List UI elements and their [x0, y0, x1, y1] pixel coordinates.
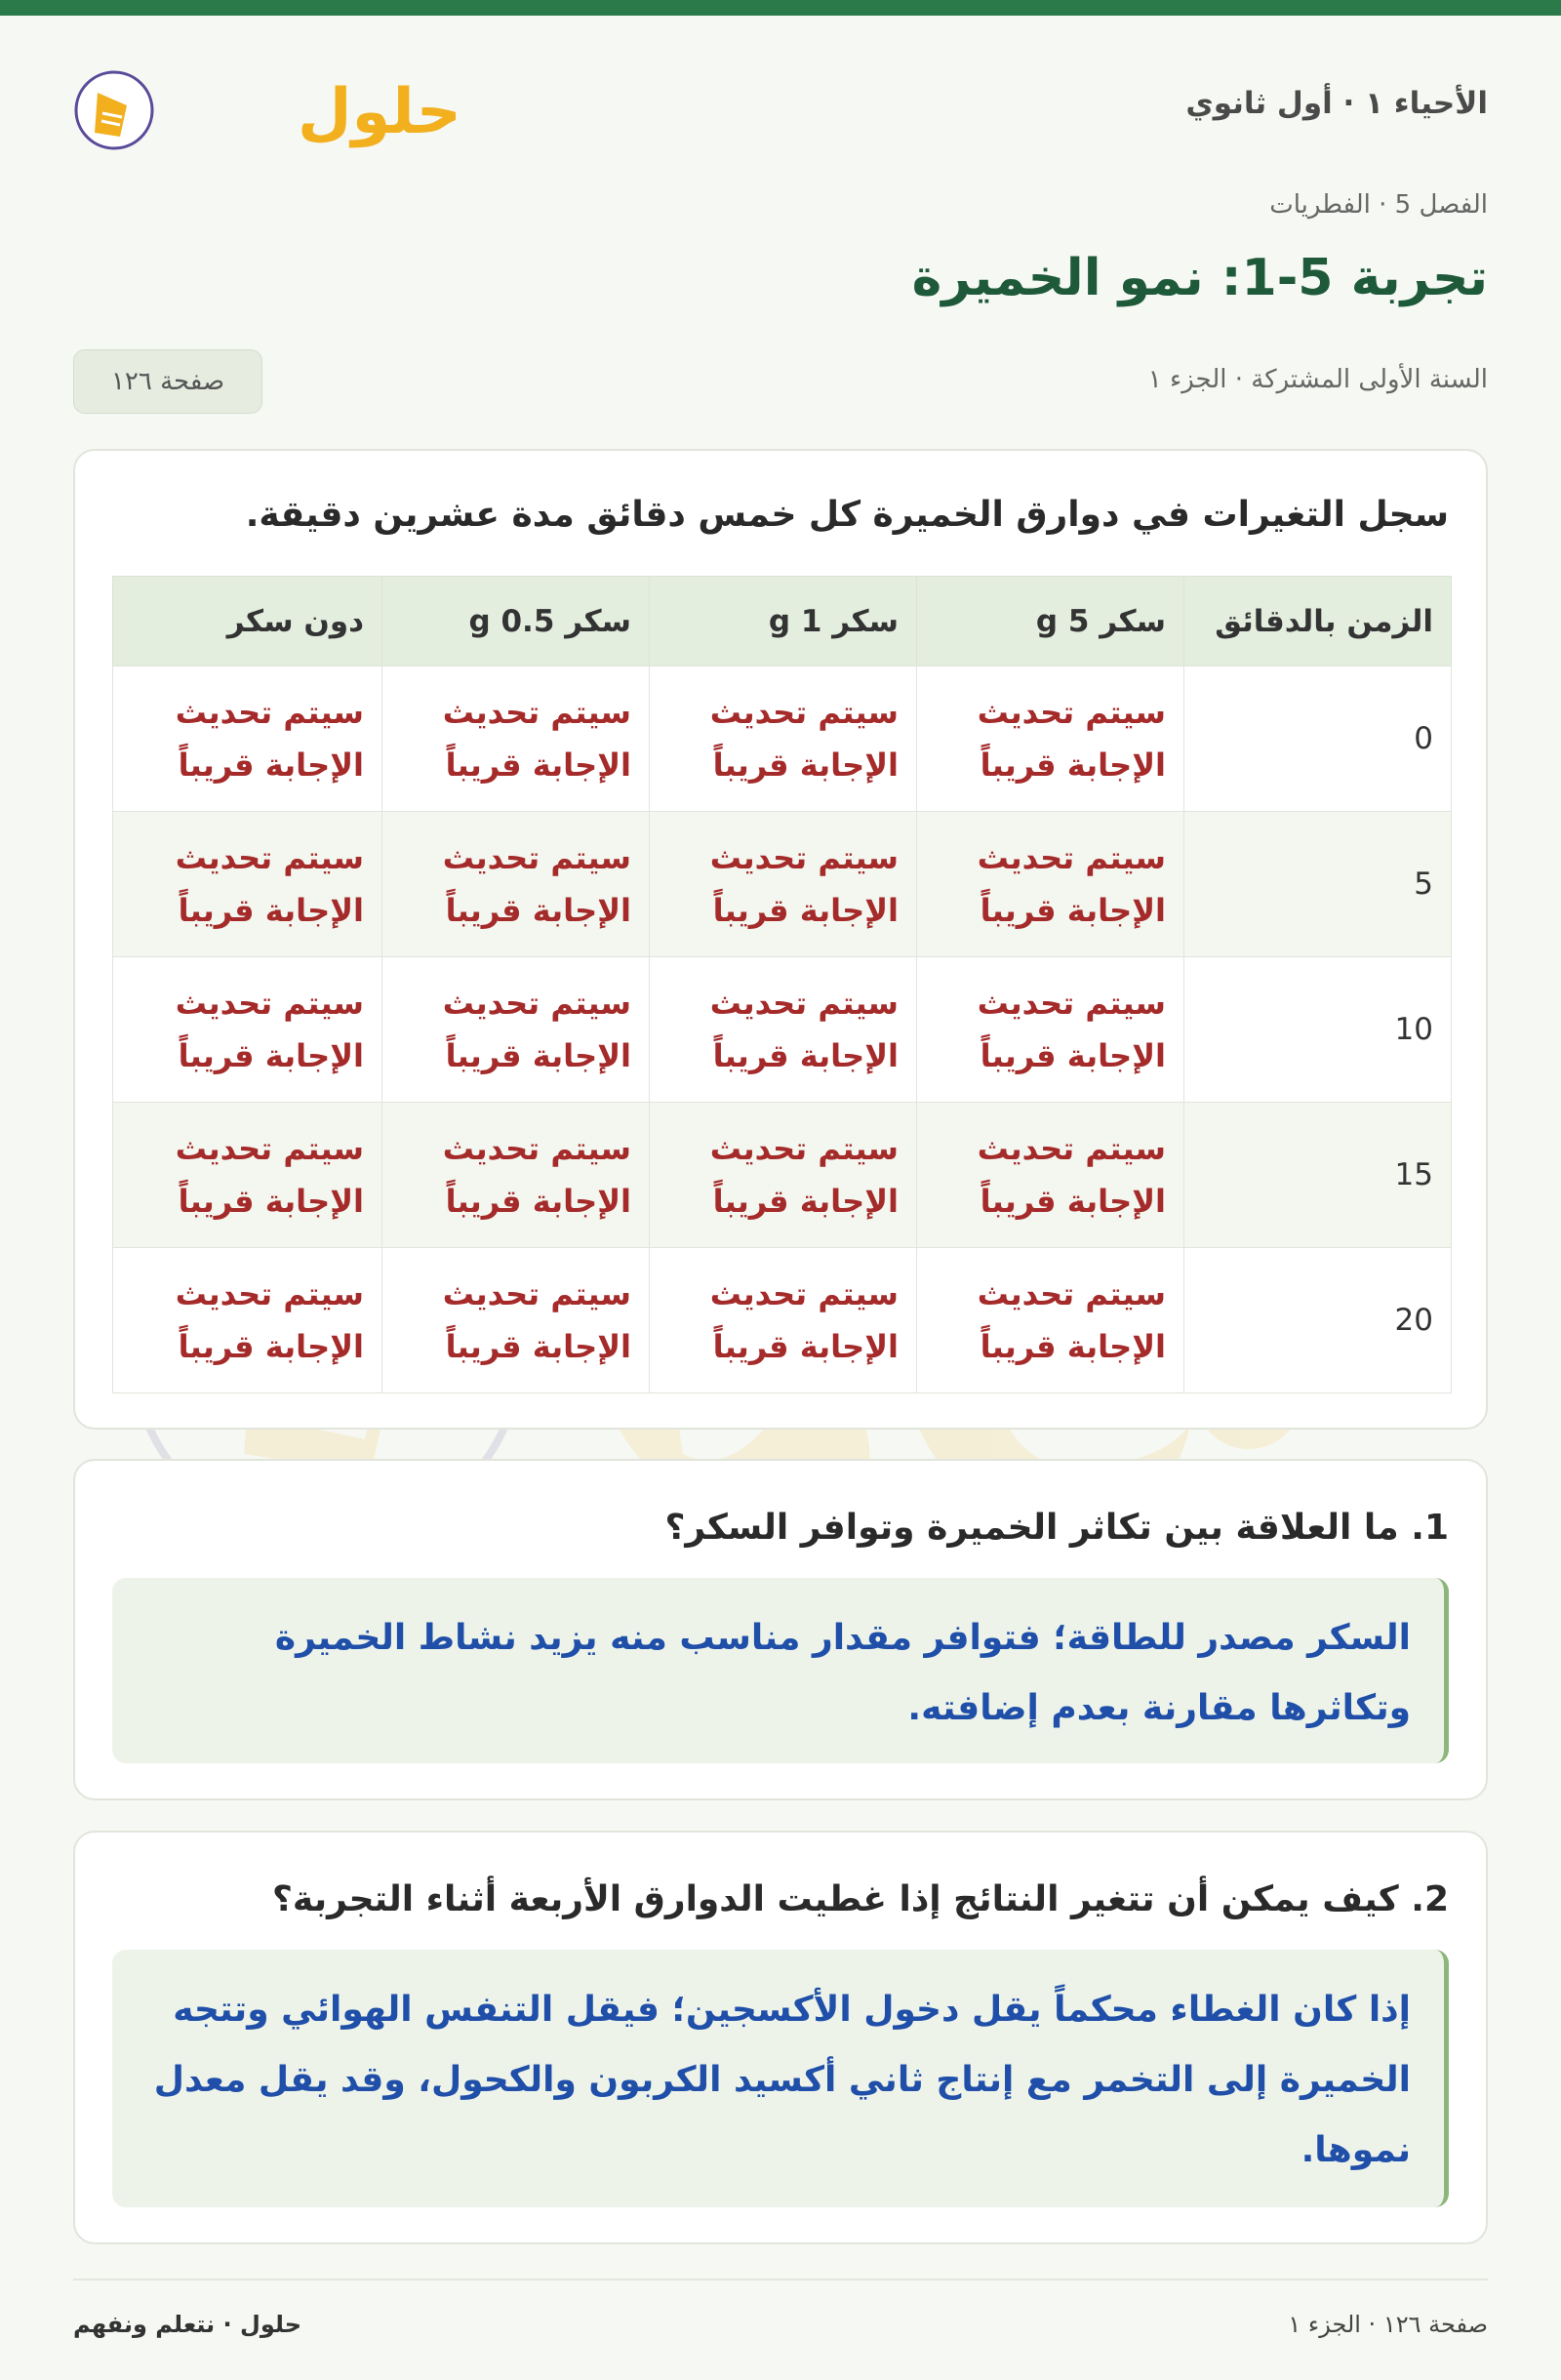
pending-line-2: الإجابة قريباً [445, 892, 631, 929]
subject-title: الأحياء ١ · أول ثانوي [1185, 86, 1488, 121]
table-row [113, 666, 1452, 812]
pending-answer-cell [113, 1248, 382, 1393]
time-cell: 10 [1184, 957, 1452, 1103]
column-header-sugar-1g: سكر 1 g [650, 577, 917, 666]
pending-line-2: الإجابة قريباً [445, 1328, 631, 1365]
pending-answer-cell [382, 1248, 650, 1393]
pending-line-2: الإجابة قريباً [445, 1037, 631, 1074]
pending-line-1: سيتم تحديث [442, 839, 631, 876]
pending-line-1: سيتم تحديث [709, 1275, 899, 1312]
time-cell: 5 [1184, 812, 1452, 957]
pending-line-2: الإجابة قريباً [178, 1037, 364, 1074]
book-meta: السنة الأولى المشتركة · الجزء ١ [1147, 365, 1488, 394]
pending-line-2: الإجابة قريباً [445, 746, 631, 784]
pending-answer-cell [650, 812, 917, 957]
table-row [113, 1248, 1452, 1393]
logo-text: حلول [298, 76, 461, 148]
pending-line-1: سيتم تحديث [442, 694, 631, 731]
pending-line-1: سيتم تحديث [442, 1275, 631, 1312]
pending-line-1: سيتم تحديث [442, 1130, 631, 1167]
question-text: 1. ما العلاقة بين تكاثر الخميرة وتوافر السكر؟ [664, 1508, 1449, 1548]
pending-line-1: سيتم تحديث [709, 1130, 899, 1167]
answer-box: السكر مصدر للطاقة؛ فتوافر مقدار مناسب منه يزيد نشاط الخميرة وتكاثرها مقارنة بعدم إضافته. [112, 1578, 1449, 1763]
page-header [73, 59, 1488, 156]
column-header-time: الزمن بالدقائق [1184, 577, 1452, 666]
page-number-badge: صفحة ١٢٦ [73, 349, 262, 414]
pending-answer-cell [113, 666, 382, 812]
pending-answer-cell [382, 957, 650, 1103]
pending-line-1: سيتم تحديث [977, 1275, 1166, 1312]
pending-answer-cell [917, 812, 1184, 957]
pending-line-2: الإجابة قريباً [712, 1037, 899, 1074]
pending-line-1: سيتم تحديث [977, 839, 1166, 876]
pending-line-1: سيتم تحديث [175, 839, 364, 876]
pending-answer-cell [113, 957, 382, 1103]
pending-line-2: الإجابة قريباً [980, 746, 1166, 784]
question-text: 2. كيف يمكن أن تتغير النتائج إذا غطيت الدوارق الأربعة أثناء التجربة؟ [271, 1879, 1449, 1919]
pending-line-1: سيتم تحديث [709, 694, 899, 731]
pending-line-2: الإجابة قريباً [178, 1328, 364, 1365]
pending-line-2: الإجابة قريباً [980, 892, 1166, 929]
observation-table-card [73, 449, 1488, 1430]
hulul-logo-icon[interactable] [73, 59, 461, 156]
top-accent-bar [0, 0, 1561, 16]
pending-answer-cell [650, 1248, 917, 1393]
pending-line-2: الإجابة قريباً [980, 1183, 1166, 1220]
pending-line-1: سيتم تحديث [442, 985, 631, 1022]
pending-line-2: الإجابة قريباً [178, 1183, 364, 1220]
table-row [113, 812, 1452, 957]
pending-line-2: الإجابة قريباً [712, 1183, 899, 1220]
pending-line-1: سيتم تحديث [175, 985, 364, 1022]
question-card-1 [73, 1459, 1488, 1800]
pending-answer-cell [113, 812, 382, 957]
pending-line-1: سيتم تحديث [175, 694, 364, 731]
pending-line-2: الإجابة قريباً [445, 1183, 631, 1220]
pending-line-2: الإجابة قريباً [712, 892, 899, 929]
pending-answer-cell [113, 1103, 382, 1248]
pending-line-2: الإجابة قريباً [980, 1037, 1166, 1074]
pending-answer-cell [650, 1103, 917, 1248]
pending-line-1: سيتم تحديث [709, 839, 899, 876]
pending-answer-cell [650, 666, 917, 812]
pending-line-1: سيتم تحديث [175, 1275, 364, 1312]
pending-answer-cell [382, 1103, 650, 1248]
pending-answer-cell [917, 957, 1184, 1103]
time-cell: 0 [1184, 666, 1452, 812]
question-card-2 [73, 1831, 1488, 2244]
column-header-sugar-0-5g: سكر 0.5 g [382, 577, 650, 666]
column-header-no-sugar: دون سكر [113, 577, 382, 666]
column-header-sugar-5g: سكر 5 g [917, 577, 1184, 666]
pending-answer-cell [650, 957, 917, 1103]
pending-line-2: الإجابة قريباً [712, 746, 899, 784]
pending-answer-cell [382, 812, 650, 957]
pending-line-2: الإجابة قريباً [712, 1328, 899, 1365]
table-header-row [113, 577, 1452, 666]
time-cell: 20 [1184, 1248, 1452, 1393]
pending-line-1: سيتم تحديث [977, 1130, 1166, 1167]
footer-divider [73, 2279, 1488, 2280]
pending-answer-cell [917, 666, 1184, 812]
pending-line-2: الإجابة قريباً [980, 1328, 1166, 1365]
table-heading: سجل التغيرات في دوارق الخميرة كل خمس دقائق مدة عشرين دقيقة. [245, 495, 1449, 535]
pending-line-2: الإجابة قريباً [178, 746, 364, 784]
footer-brand[interactable]: حلول · نتعلم ونفهم [73, 2311, 301, 2338]
page-title: تجربة 5-1: نمو الخميرة [911, 249, 1488, 307]
pending-answer-cell [917, 1103, 1184, 1248]
pending-line-1: سيتم تحديث [977, 985, 1166, 1022]
time-cell: 15 [1184, 1103, 1452, 1248]
answer-box: إذا كان الغطاء محكماً يقل دخول الأكسجين؛ فيقل التنفس الهوائي وتتجه الخميرة إلى التخمر مع إنتاج ثاني أكسيد الكربون والكحول، وقد يقل معدل نموها. [112, 1950, 1449, 2207]
pending-answer-cell [917, 1248, 1184, 1393]
pending-line-1: سيتم تحديث [977, 694, 1166, 731]
table-row [113, 1103, 1452, 1248]
footer-page-info: صفحة ١٢٦ · الجزء ١ [1288, 2311, 1488, 2338]
pending-line-1: سيتم تحديث [709, 985, 899, 1022]
breadcrumb[interactable]: الفصل 5 · الفطريات [1269, 190, 1488, 220]
pending-line-1: سيتم تحديث [175, 1130, 364, 1167]
table-row [113, 957, 1452, 1103]
pending-line-2: الإجابة قريباً [178, 892, 364, 929]
pending-answer-cell [382, 666, 650, 812]
yeast-observation-table [112, 576, 1452, 1393]
